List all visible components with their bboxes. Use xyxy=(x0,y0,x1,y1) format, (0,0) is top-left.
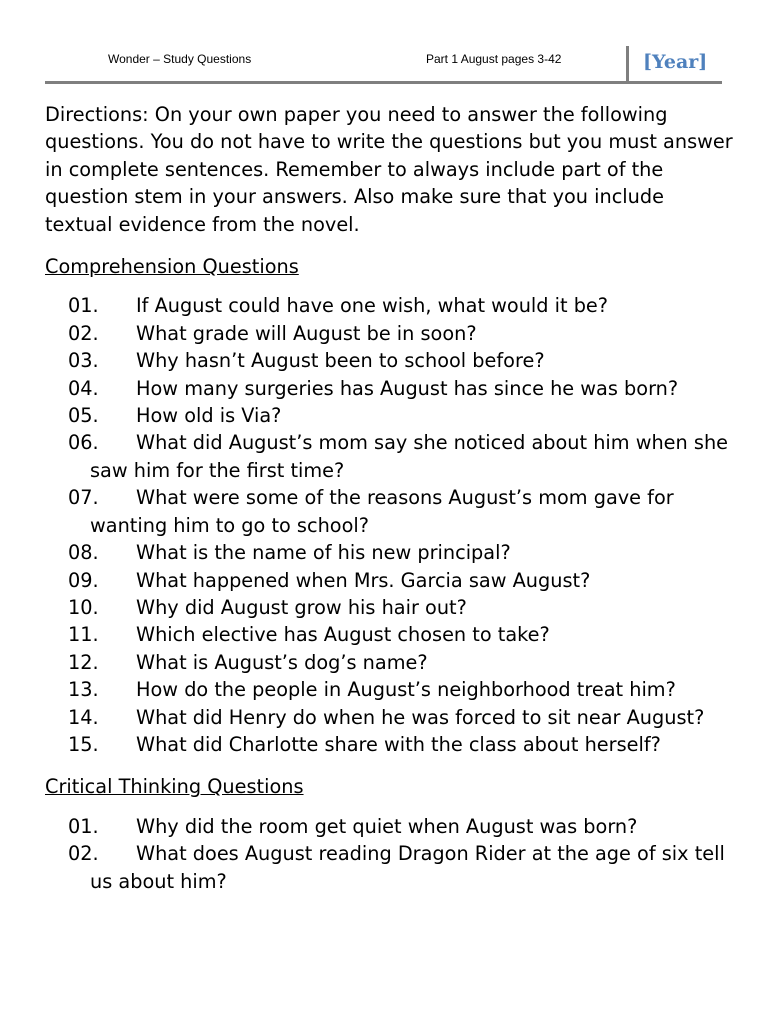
question-number: 01. xyxy=(68,294,99,318)
critical-thinking-question-list xyxy=(45,813,735,895)
comprehension-heading: Comprehension Questions xyxy=(45,255,299,279)
question-item xyxy=(45,676,735,703)
question-number: 15. xyxy=(68,732,99,756)
question-item xyxy=(45,484,735,539)
header-document-title: Wonder – Study Questions xyxy=(108,52,252,66)
question-number: 06. xyxy=(68,431,99,455)
question-item xyxy=(45,840,735,895)
question-text: How do the people in August’s neighborhood treat him? xyxy=(136,678,676,702)
question-number: 08. xyxy=(68,541,99,565)
question-text: What is the name of his new principal? xyxy=(136,541,511,565)
question-text: What grade will August be in soon? xyxy=(136,321,477,345)
question-number: 07. xyxy=(68,486,99,510)
question-number: 13. xyxy=(68,678,99,702)
question-item xyxy=(45,704,735,731)
question-number: 14. xyxy=(68,705,99,729)
question-number: 12. xyxy=(68,650,99,674)
question-text: How old is Via? xyxy=(136,404,282,428)
question-item xyxy=(45,375,735,402)
question-text: Why did the room get quiet when August was born? xyxy=(136,814,638,838)
question-number: 02. xyxy=(68,321,99,345)
question-text: What is August’s dog’s name? xyxy=(136,650,428,674)
question-number: 04. xyxy=(68,376,99,400)
document-body xyxy=(45,101,735,895)
question-number: 05. xyxy=(68,404,99,428)
question-text: What were some of the reasons August’s mom gave for wanting him to go to school? xyxy=(90,486,674,537)
question-text: What did Charlotte share with the class about herself? xyxy=(136,732,661,756)
question-item xyxy=(45,539,735,566)
header-vertical-divider xyxy=(626,46,629,83)
question-number: 01. xyxy=(68,814,99,838)
question-number: 02. xyxy=(68,842,99,866)
question-number: 11. xyxy=(68,623,99,647)
question-item xyxy=(45,320,735,347)
question-text: What did August’s mom say she noticed about him when she saw him for the first time? xyxy=(90,431,729,482)
question-item xyxy=(45,621,735,648)
question-item xyxy=(45,594,735,621)
question-item xyxy=(45,292,735,319)
question-text: Why did August grow his hair out? xyxy=(136,595,467,619)
page-header xyxy=(0,0,768,90)
header-year-placeholder[interactable]: [Year] xyxy=(643,51,708,73)
question-number: 10. xyxy=(68,595,99,619)
comprehension-question-list xyxy=(45,292,735,758)
question-item xyxy=(45,649,735,676)
question-text: What did Henry do when he was forced to sit near August? xyxy=(136,705,705,729)
question-item xyxy=(45,731,735,758)
question-text: How many surgeries has August has since he was born? xyxy=(136,376,679,400)
question-number: 09. xyxy=(68,568,99,592)
critical-thinking-heading: Critical Thinking Questions xyxy=(45,775,304,799)
question-item xyxy=(45,347,735,374)
question-text: What happened when Mrs. Garcia saw August? xyxy=(136,568,591,592)
question-text: If August could have one wish, what would it be? xyxy=(136,294,609,318)
question-text: Why hasn’t August been to school before? xyxy=(136,349,545,373)
question-item xyxy=(45,429,735,484)
question-item xyxy=(45,567,735,594)
question-item xyxy=(45,402,735,429)
directions-paragraph: Directions: On your own paper you need to answer the following questions. You do not have to write the questions but you must answer in complete sentences. Remember to always include part of the question stem in your answers. Also make sure that you include textual evidence from the novel. xyxy=(45,103,733,236)
header-section-pages: Part 1 August pages 3-42 xyxy=(426,52,562,66)
question-item xyxy=(45,813,735,840)
question-text: Which elective has August chosen to take? xyxy=(136,623,550,647)
question-number: 03. xyxy=(68,349,99,373)
header-rule xyxy=(45,81,722,84)
question-text: What does August reading Dragon Rider at the age of six tell us about him? xyxy=(90,842,725,893)
